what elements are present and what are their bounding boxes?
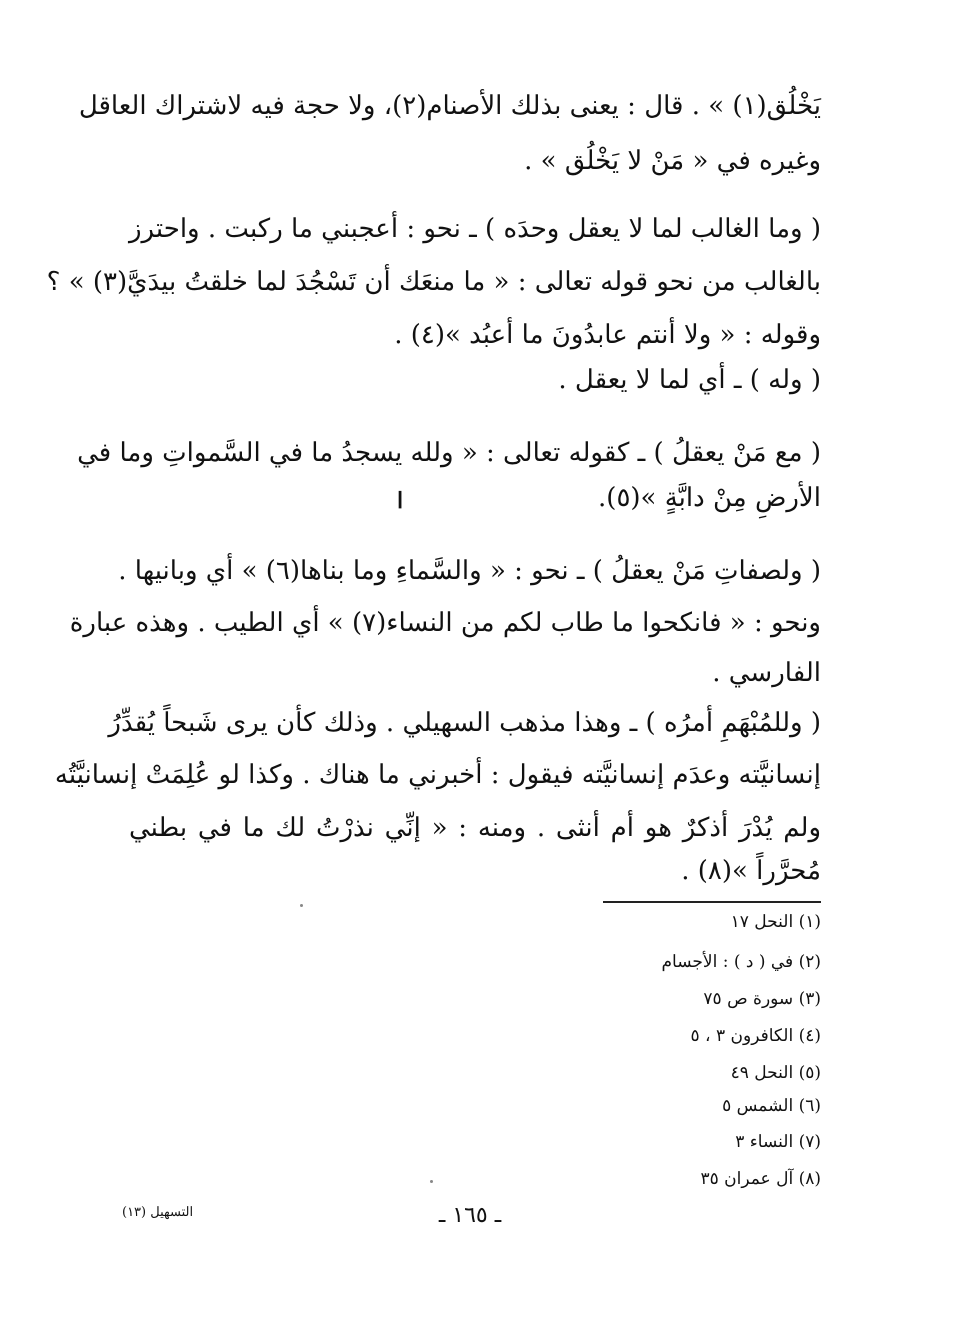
scan-speck xyxy=(430,1180,433,1183)
footnote: (٢) في ( د ) : الأجسام xyxy=(661,952,821,972)
text-line: وقوله : « ولا أنتم عابدُونَ ما أعبُد »(٤) . xyxy=(394,320,821,350)
text-line: إنسانيَّته وعدَم إنسانيَّته فيقول : أخبرني ما هناك . وكذا لو عُلِمَتْ إنسانيَّتُه xyxy=(54,760,821,790)
footnote: (٣) سورة ص ٧٥ xyxy=(703,989,821,1009)
text-line: الأرضِ مِنْ دابَّةٍ »(٥). xyxy=(598,483,821,513)
footnote: (٨) آل عمران ٣٥ xyxy=(700,1169,821,1189)
footnote: (٦) الشمس ٥ xyxy=(722,1096,821,1116)
text-line: مُحرَّراً »(٨) . xyxy=(681,856,821,886)
page-number: ـ ١٦٥ ـ xyxy=(438,1203,502,1228)
text-line: ( مع مَنْ يعقلُ ) ـ كقوله تعالى : « ولله يسجدُ ما في السَّمواتِ وما في xyxy=(77,438,821,468)
text-line: وغيره في « مَنْ لا يَخْلُق » . xyxy=(524,146,821,176)
text-line: ( وله ) ـ أي لما لا يعقل . xyxy=(558,365,821,395)
text-line: يَخْلُق(١) » . قال : يعنى بذلك الأصنام(٢)، ولا حجة فيه لاشتراك العاقل xyxy=(78,91,821,121)
text-line: الفارسي . xyxy=(712,658,821,688)
stray-mark: ا xyxy=(397,488,404,514)
footnote: (١) النحل ١٧ xyxy=(730,912,821,932)
text-line: بالغالب من نحو قوله تعالى : « ما منعَك أن تَسْجُدَ لما خلقتُ بيدَيَّ(٣) » ؟ xyxy=(46,267,821,297)
text-line: ولم يُدْرَ أذكرٌ هو أم أنثى . ومنه : « إنِّي نذرْتُ لك ما في بطني xyxy=(129,813,821,843)
text-line: ونحو : « فانكحوا ما طاب لكم من النساء(٧) » أي الطيب . وهذه عبارة xyxy=(69,608,821,638)
footnote: (٥) النحل ٤٩ xyxy=(730,1063,821,1083)
scan-speck xyxy=(300,904,303,907)
text-line: ( وللمُبْهَمِ أمرُه ) ـ وهذا مذهب السهيلي . وذلك كأن يرى شَبحاً يُقدِّرُ xyxy=(108,708,821,738)
footnote-separator xyxy=(603,901,821,903)
text-line: ( وما الغالب لما لا يعقل وحدَه ) ـ نحو : أعجبني ما ركبت . واحترز xyxy=(129,214,821,244)
footnote: (٧) النساء ٣ xyxy=(735,1132,821,1152)
running-title: التسهيل (١٣) xyxy=(122,1205,194,1220)
footnote: (٤) الكافرون ٣ ، ٥ xyxy=(690,1026,821,1046)
text-line: ( ولصفاتِ مَنْ يعقلُ ) ـ نحو : « والسَّماءِ وما بناها(٦) » أي وبانيها . xyxy=(118,556,821,586)
